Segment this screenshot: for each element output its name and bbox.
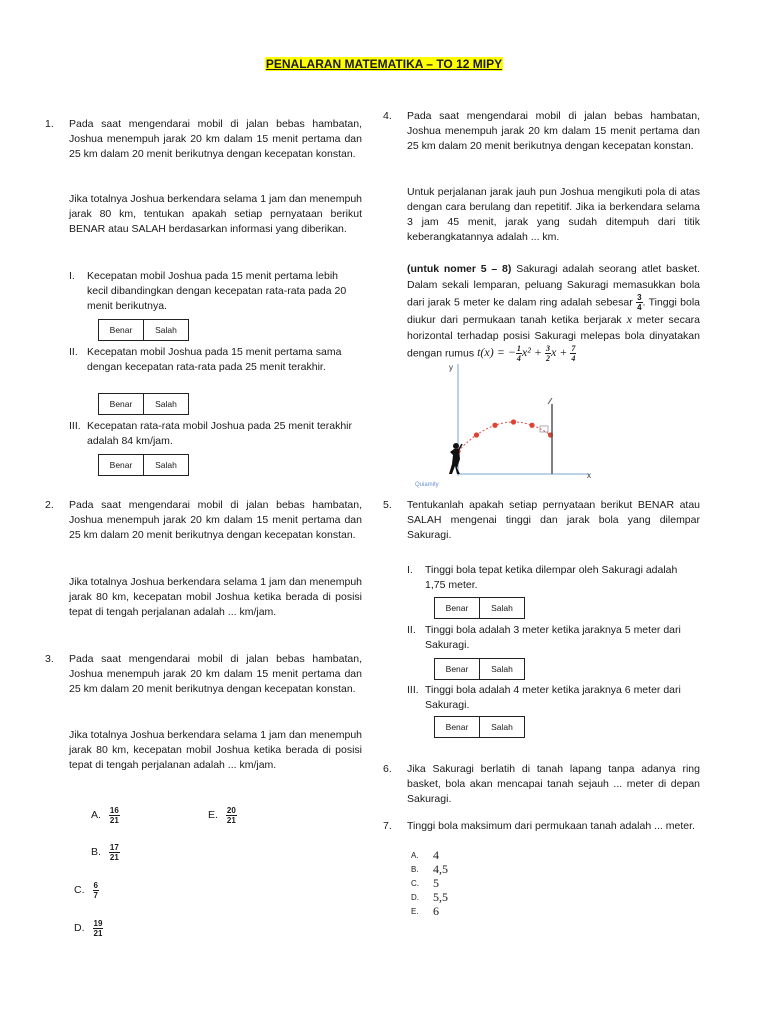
question-3-question: Jika totalnya Joshua berkendara selama 1 jam dan menempuh jarak 80 km, kecepatan mobil Joshua ketika berada di posisi tepat di tengah perjalanan adalah ... km/jam. [69,729,362,771]
question-5-stem: Tentukanlah apakah setiap pernyataan berikut BENAR atau SALAH mengenai tinggi dan jarak bola yang dilempar Sakuragi. [407,499,700,541]
question-1-number: 1. [45,118,54,130]
trajectory-points [455,419,553,453]
q5-statement-1: Tinggi bola tepat ketika dilempar oleh Sakuragi adalah 1,75 meter. [425,564,678,591]
fraction: $\frac{20}{21}$ [226,806,236,825]
benar-option[interactable]: Benar [99,320,144,340]
question-2-question: Jika totalnya Joshua berkendara selama 1 jam dan menempuh jarak 80 km, kecepatan mobil Joshua ketika berada di posisi tepat di tengah perjalanan adalah ... km/jam. [69,576,362,618]
q5-statement-2-choices [434,658,525,680]
backboard [548,398,552,404]
question-4-stem: Pada saat mengendarai mobil di jalan bebas hambatan, Joshua menempuh jarak 20 km dalam 15 menit pertama dan 25 km dalam 20 menit berikutnya dengan kecepatan konstan. [407,110,700,152]
intro-label: (untuk nomer 5 – 8) [407,263,512,275]
figure-watermark: Quiamity [415,482,439,488]
q5-statement-3: Tinggi bola adalah 4 meter ketika jaraknya 6 meter dari Sakuragi. [425,684,681,711]
y-axis-label: y [449,363,453,372]
benar-option[interactable]: Benar [435,717,480,737]
q5-statement-2-number: II. [407,624,416,636]
question-1-stem: Pada saat mengendarai mobil di jalan bebas hambatan, Joshua menempuh jarak 20 km dalam 15 menit pertama dan 25 km dalam 20 menit berikutnya dengan kecepatan konstan. [69,118,362,160]
q5-statement-3-choices [434,716,525,738]
benar-option[interactable]: Benar [435,598,480,618]
q1-statement-2-choices [98,393,189,415]
trajectory-curve [458,422,551,451]
question-4-number: 4. [383,110,392,122]
trajectory-point [474,432,479,437]
question-7-stem: Tinggi bola maksimum dari permukaan tanah adalah ... meter. [407,820,695,832]
q5-statement-3-number: III. [407,684,419,696]
q7-option-a[interactable]: A. 4 [411,848,439,862]
question-1-instruction: Jika totalnya Joshua berkendara selama 1 jam dan menempuh jarak 80 km, tentukan apakah setiap pernyataan berikut BENAR atau SALAH berdasarkan informasi yang diberikan. [69,193,362,235]
page-title: PENALARAN MATEMATIKA – TO 12 MIPY [265,57,503,71]
q5-statement-1-choices [434,597,525,619]
salah-option[interactable]: Salah [491,663,513,674]
q1-statement-3-number: III. [69,420,81,432]
q7-option-e[interactable]: E. 6 [411,904,439,918]
q1-statement-2-number: II. [69,346,78,358]
q1-statement-3-choices [98,454,189,476]
salah-option[interactable]: Salah [491,602,513,613]
q1-statement-2: Kecepatan mobil Joshua pada 15 menit pertama sama dengan kecepatan rata-rata pada 25 menit terakhir. [87,346,342,373]
fraction: $\frac{19}{21}$ [93,919,103,938]
benar-option[interactable]: Benar [435,659,480,679]
question-6-number: 6. [383,763,392,775]
q7-option-b[interactable]: B. 4,5 [411,862,448,876]
salah-option[interactable]: Salah [155,398,177,409]
question-3-number: 3. [45,653,54,665]
trajectory-point [529,423,534,428]
question-5-number: 5. [383,499,392,511]
trajectory-point [492,423,497,428]
q1-statement-1-number: I. [69,270,75,282]
formula: t(x) = − $\frac{1}{4}$ x² + $\frac{3}{2}$ x + $\frac{7}{4}$ [477,344,576,363]
q7-option-d[interactable]: D. 5,5 [411,890,448,904]
benar-option[interactable]: Benar [99,394,144,414]
fraction: $\frac{17}{21}$ [109,843,119,862]
trajectory-point [511,419,516,424]
question-7-number: 7. [383,820,392,832]
fraction: $\frac{6}{7}$ [93,881,98,900]
q3-option-a[interactable]: A. $\frac{16}{21}$ [91,806,119,825]
fraction: $\frac{3}{4}$ [637,293,642,312]
question-6-stem: Jika Sakuragi berlatih di tanah lapang tanpa adanya ring basket, bola akan mencapai tanah sejauh ... meter di depan Sakuragi. [407,763,700,805]
benar-option[interactable]: Benar [99,455,144,475]
salah-option[interactable]: Salah [155,459,177,470]
q3-option-e[interactable]: E. $\frac{20}{21}$ [208,806,236,825]
question-2-number: 2. [45,499,54,511]
q1-statement-1: Kecepatan mobil Joshua pada 15 menit pertama lebih kecil dibandingkan dengan kecepatan rata-rata pada 20 menit berikutnya. [87,270,347,312]
q7-option-c[interactable]: C. 5 [411,876,439,890]
fraction: $\frac{16}{21}$ [109,806,119,825]
salah-option[interactable]: Salah [155,324,177,335]
q5-statement-1-number: I. [407,564,413,576]
q3-option-c[interactable]: C. $\frac{6}{7}$ [74,881,98,900]
question-4-question: Untuk perjalanan jarak jauh pun Joshua mengikuti pola di atas dengan cara berulang dan repetitif. Jika ia berkendara selama 3 jam 45 menit, jarak yang sudah ditempuh dari titik keberangkatannya adalah ... km. [407,186,700,243]
x-axis-label: x [587,471,591,480]
q1-statement-3: Kecepatan rata-rata mobil Joshua pada 25 menit terakhir adalah 84 km/jam. [87,420,352,447]
intro-5-8: (untuk nomer 5 – 8) Sakuragi adalah seorang atlet basket. Dalam sekali lemparan, peluang Sakuragi memasukkan bola dari jarak 5 meter ke dalam ring adalah sebesar $\frac{3}{4}$ . Tinggi bola diukur dari permukaan tanah ketika berjarak x meter secara horizontal terhadap posisi Sakuragi melepas bola dinyatakan dengan rumus t(x) = − $\frac{1}{4}$ x² + $\frac{3}{2}$ x + $\frac{7}{4}$ [407,263,701,363]
basketball-trajectory-figure [413,360,603,490]
question-2-stem: Pada saat mengendarai mobil di jalan bebas hambatan, Joshua menempuh jarak 20 km dalam 15 menit pertama dan 25 km dalam 20 menit berikutnya dengan kecepatan konstan. [69,499,362,541]
question-3-stem: Pada saat mengendarai mobil di jalan bebas hambatan, Joshua menempuh jarak 20 km dalam 15 menit pertama dan 25 km dalam 20 menit berikutnya dengan kecepatan konstan. [69,653,362,695]
salah-option[interactable]: Salah [491,721,513,732]
player-silhouette-icon [449,443,462,474]
q3-option-b[interactable]: B. $\frac{17}{21}$ [91,843,119,862]
q3-option-d[interactable]: D. $\frac{19}{21}$ [74,919,103,938]
q5-statement-2: Tinggi bola adalah 3 meter ketika jaraknya 5 meter dari Sakuragi. [425,624,681,651]
q1-statement-1-choices [98,319,189,341]
